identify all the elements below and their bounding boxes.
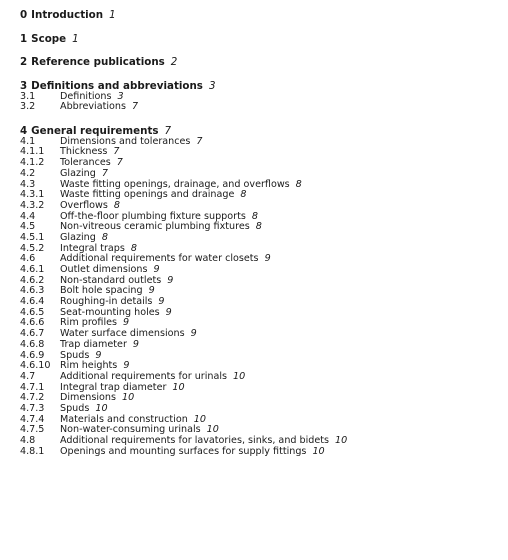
entry-number: 4.7.4 [20, 413, 45, 425]
toc-section [20, 9, 500, 21]
page-number: 10 [206, 424, 219, 436]
page-number: 7 [196, 135, 203, 147]
toc-section [20, 80, 500, 113]
entry-title: Off-the-floor plumbing fixture supports [60, 210, 246, 222]
entry-title: Tolerances [60, 157, 111, 169]
toc-entry[interactable] [20, 102, 500, 113]
table-of-contents [20, 9, 500, 469]
toc-section [20, 125, 500, 458]
entry-title: Non-water-consuming urinals [60, 424, 201, 436]
entry-title: Waste fitting openings and drainage [60, 189, 235, 201]
entry-number: 4.6.2 [20, 274, 45, 286]
entry-title: Materials and construction [60, 413, 188, 425]
page-number: 9 [123, 317, 130, 329]
entry-title: Glazing [60, 231, 96, 243]
entry-number: 4.1 [20, 135, 36, 147]
page-number: 8 [251, 210, 258, 222]
entry-title: Bolt hole spacing [60, 285, 143, 297]
page-number: 8 [240, 189, 247, 201]
entry-number: 4.5.1 [20, 231, 45, 243]
entry-number: 4.4 [20, 210, 36, 222]
page-number: 10 [122, 392, 135, 404]
page-number: 7 [131, 101, 139, 113]
entry-number: 4.1.2 [20, 157, 45, 169]
page-number: 9 [190, 328, 197, 340]
section-number: 3 [20, 79, 28, 92]
page-number: 10 [312, 445, 325, 457]
entry-number: 4.6.7 [20, 328, 45, 340]
page-number: 7 [116, 157, 123, 169]
entry-title: Glazing [60, 167, 96, 179]
section-number: 0 [20, 9, 28, 21]
page-number: 1 [72, 32, 79, 45]
toc-heading[interactable] [20, 9, 500, 21]
entry-title: Openings and mounting surfaces for supply fittings [60, 445, 307, 457]
page-number: 8 [130, 242, 137, 254]
page-number: 8 [113, 199, 120, 211]
entry-title: Waste fitting openings, drainage, and overflows [60, 178, 290, 190]
entry-number: 3.1 [20, 90, 36, 102]
toc-entry[interactable] [20, 447, 500, 458]
entry-number: 4.3.1 [20, 189, 45, 201]
entry-number: 4.3.2 [20, 199, 45, 211]
entry-number: 4.7.5 [20, 424, 45, 436]
page-number: 8 [101, 231, 108, 243]
entry-title: Integral traps [60, 242, 125, 254]
entry-number: 4.3 [20, 178, 36, 190]
toc-heading[interactable] [20, 56, 500, 68]
toc-section [20, 56, 500, 68]
entry-number: 4.6.3 [20, 285, 45, 297]
toc-entry[interactable] [20, 340, 500, 351]
section-number: 4 [20, 124, 28, 137]
entry-title: Roughing-in details [60, 296, 153, 308]
page-number: 9 [153, 264, 160, 275]
section-title: Scope [31, 32, 67, 45]
entry-number: 4.6.4 [20, 296, 45, 308]
page-number: 1 [109, 9, 116, 21]
toc-entry[interactable] [20, 393, 500, 404]
section-title: General requirements [31, 124, 159, 137]
page-number: 9 [95, 349, 102, 361]
entry-number: 4.5.2 [20, 242, 45, 254]
entry-title: Dimensions [60, 392, 116, 404]
entry-number: 4.6.8 [20, 338, 45, 350]
entry-number: 4.5 [20, 221, 36, 233]
page-number: 10 [335, 435, 348, 446]
page-number: 9 [158, 296, 165, 308]
section-title: Introduction [31, 9, 104, 21]
entry-title: Overflows [60, 199, 108, 211]
entry-number: 4.6.10 [20, 360, 51, 372]
entry-title: Rim heights [60, 360, 118, 372]
entry-title: Rim profiles [60, 317, 118, 329]
page-number: 3 [208, 79, 216, 92]
entry-number: 4.6 [20, 253, 36, 265]
entry-title: Water surface dimensions [60, 328, 185, 340]
entry-title: Definitions [60, 90, 112, 102]
entry-title: Abbreviations [60, 101, 126, 113]
entry-number: 4.7.3 [20, 402, 45, 414]
entry-number: 4.8.1 [20, 445, 45, 457]
entry-title: Non-vitreous ceramic plumbing fixtures [60, 221, 250, 233]
entry-title: Spuds [60, 349, 90, 361]
entry-number: 4.6.5 [20, 306, 45, 318]
entry-title: Seat-mounting holes [60, 306, 160, 318]
entry-title: Thickness [60, 146, 108, 158]
page-number: 9 [123, 360, 130, 372]
entry-number: 4.7 [20, 370, 36, 382]
entry-number: 4.7.2 [20, 392, 45, 404]
entry-title: Additional requirements for water closets [60, 253, 259, 265]
section-number: 2 [20, 56, 28, 69]
entry-title: Spuds [60, 402, 90, 414]
entry-number: 3.2 [20, 101, 36, 113]
page-number: 10 [95, 402, 108, 414]
entry-title: Integral trap diameter [60, 381, 167, 393]
page-number: 8 [295, 178, 302, 190]
section-number: 1 [20, 32, 28, 45]
page-number: 2 [170, 56, 178, 69]
entry-number: 4.6.9 [20, 349, 45, 361]
toc-section [20, 33, 500, 45]
page-number: 9 [167, 274, 174, 286]
entry-title: Dimensions and tolerances [60, 135, 191, 147]
page-number: 9 [132, 338, 140, 350]
entry-number: 4.8 [20, 435, 36, 446]
entry-number: 4.7.1 [20, 381, 45, 393]
entry-number: 4.6.1 [20, 264, 45, 275]
page-number: 8 [255, 221, 262, 233]
page-number: 10 [233, 370, 246, 382]
toc-heading[interactable] [20, 33, 500, 45]
page-number: 7 [164, 124, 172, 137]
page-number: 10 [172, 381, 185, 393]
page-number: 9 [165, 306, 172, 318]
page-number: 3 [117, 90, 124, 102]
page-number: 9 [148, 285, 155, 297]
entry-title: Trap diameter [60, 338, 127, 350]
section-title: Definitions and abbreviations [31, 79, 203, 92]
entry-title: Additional requirements for lavatories, sinks, and bidets [60, 435, 330, 446]
page-number: 10 [193, 413, 207, 425]
page-number: 7 [113, 146, 120, 158]
entry-number: 4.6.6 [20, 317, 45, 329]
entry-title: Outlet dimensions [60, 264, 148, 275]
section-title: Reference publications [31, 56, 165, 69]
entry-title: Non-standard outlets [60, 274, 162, 286]
entry-title: Additional requirements for urinals [60, 370, 228, 382]
page-number: 7 [101, 167, 108, 179]
entry-number: 4.2 [20, 167, 36, 179]
page-number: 9 [264, 253, 271, 265]
entry-number: 4.1.1 [20, 146, 45, 158]
